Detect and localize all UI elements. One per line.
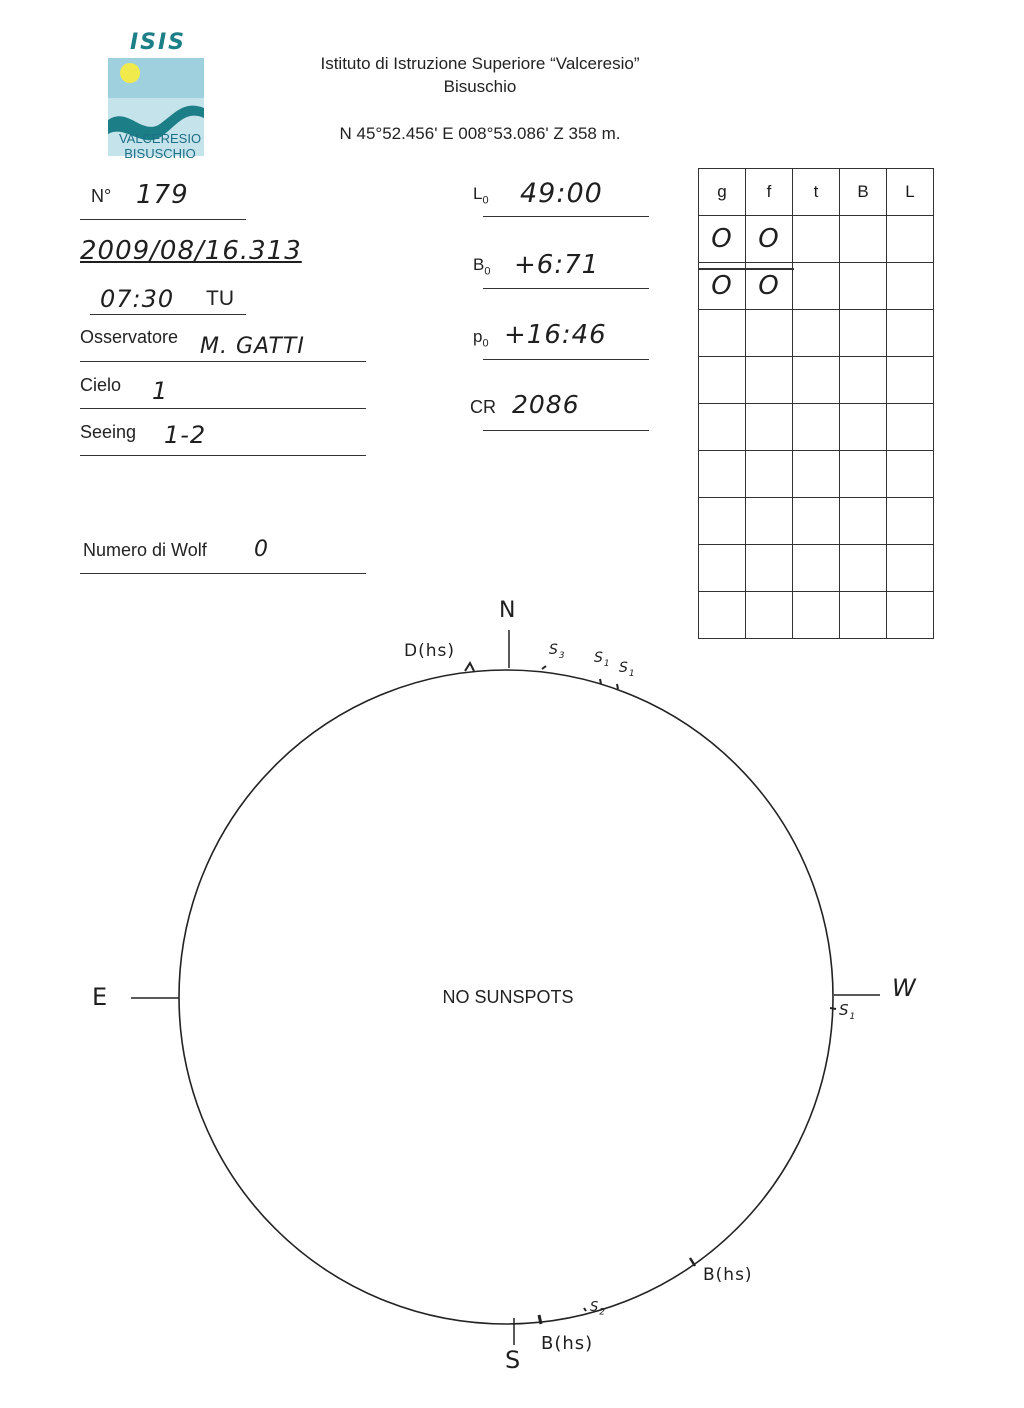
compass-north: N xyxy=(499,598,517,623)
number-value: 179 xyxy=(136,180,189,210)
logo-wordmark: ISIS xyxy=(129,30,187,55)
institute-name: Istituto di Istruzione Superiore “Valceresio” xyxy=(320,54,640,73)
s1-mark-b xyxy=(617,684,618,689)
annotation-s3: $S_3$ xyxy=(549,642,566,661)
logo-caption-line2: BISUSCHIO xyxy=(124,146,196,161)
cr-value: 2086 xyxy=(512,390,580,419)
annotation-s1-a: $S_1$ xyxy=(594,650,611,669)
annotation-s1-west: $S_1$ xyxy=(839,1001,857,1022)
p0-value: +16:46 xyxy=(504,320,607,350)
compass-east: E xyxy=(92,983,109,1011)
observer-label: Osservatore xyxy=(80,327,179,347)
s2-mark xyxy=(584,1308,586,1311)
sky-label: Cielo xyxy=(80,375,122,395)
annotation-b-hs-s: B(hs) xyxy=(541,1333,594,1354)
table-cell: O xyxy=(746,263,793,310)
compass-west: W xyxy=(892,974,917,1002)
s1-mark-a xyxy=(600,679,601,684)
annotation-d-hs: D(hs) xyxy=(404,641,455,661)
time-unit: TU xyxy=(206,287,234,310)
annotation-s1-b: $S_1$ xyxy=(619,660,636,679)
header-b: B xyxy=(840,169,887,216)
wolf-value: 0 xyxy=(254,537,269,562)
l0-label: $L_0$ xyxy=(473,184,489,207)
wolf-label: Numero di Wolf xyxy=(83,540,207,560)
seeing-label: Seeing xyxy=(80,422,137,442)
logo-caption-line1: VALCERESIO xyxy=(118,131,202,146)
observer-value: M. GATTI xyxy=(200,334,305,359)
annotation-s2: $S_2$ xyxy=(590,1300,606,1318)
sky-value: 1 xyxy=(152,377,169,405)
header-f: f xyxy=(746,169,793,216)
table-cell: O xyxy=(699,216,746,263)
no-sunspots-text: NO SUNSPOTS xyxy=(442,987,574,1007)
date-value: 2009/08/16.313 xyxy=(80,236,302,266)
s1-west-mark xyxy=(830,1008,836,1009)
seeing-value: 1-2 xyxy=(164,421,207,449)
number-label: N° xyxy=(91,186,112,206)
compass-south: S xyxy=(505,1346,522,1374)
l0-value: 49:00 xyxy=(520,178,603,209)
observatory-coordinates: N 45°52.456' E 008°53.086' Z 358 m. xyxy=(339,124,621,143)
header-g: g xyxy=(699,169,746,216)
s3-mark xyxy=(542,666,546,669)
time-value: 07:30 xyxy=(100,285,175,313)
institute-town: Bisuschio xyxy=(443,77,517,96)
table-cell: O xyxy=(699,263,746,310)
cr-label: CR xyxy=(470,397,496,417)
d-hs-mark xyxy=(465,663,474,671)
b-hs-s-mark xyxy=(539,1315,541,1324)
b0-value: +6:71 xyxy=(514,250,600,280)
annotation-b-hs-se: B(hs) xyxy=(703,1265,753,1285)
b0-label: $B_0$ xyxy=(473,255,491,278)
header-l: L xyxy=(887,169,934,216)
header-t: t xyxy=(793,169,840,216)
p0-label: $p_0$ xyxy=(473,327,489,350)
table-cell: O xyxy=(746,216,793,263)
